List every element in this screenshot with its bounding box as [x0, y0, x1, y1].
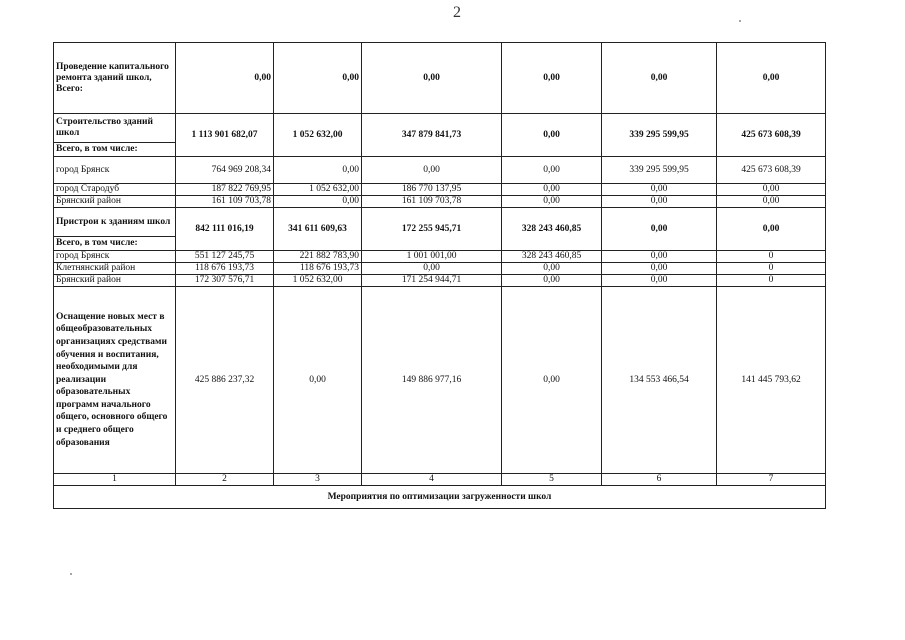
table-row — [54, 263, 826, 275]
cell-value: 341 611 609,63 — [274, 208, 362, 251]
cell-value: 1 001 001,00 — [362, 251, 502, 263]
row-label: город Брянск — [54, 251, 176, 263]
cell-value: 764 969 208,34 — [176, 157, 274, 184]
cell-value: 172 307 576,71 — [176, 275, 274, 287]
table-row — [54, 196, 826, 208]
page-number: 2 — [453, 4, 461, 21]
cell-value: 0,00 — [602, 208, 717, 251]
row-label: город Стародуб — [54, 184, 176, 196]
row-label: Проведение капитального ремонта зданий школ, Всего: — [54, 43, 176, 114]
cell-value: 1 113 901 682,07 — [176, 114, 274, 157]
column-number: 5 — [502, 474, 602, 486]
section-row — [54, 486, 826, 509]
table-row — [54, 275, 826, 287]
row-sublabel: Всего, в том числе: — [54, 143, 176, 157]
table-row — [54, 43, 826, 114]
row-label: Брянский район — [54, 275, 176, 287]
cell-value: 172 255 945,71 — [362, 208, 502, 251]
cell-value: 141 445 793,62 — [717, 287, 826, 474]
cell-value: 0,00 — [502, 275, 602, 287]
cell-value: 339 295 599,95 — [602, 114, 717, 157]
cell-value: 0,00 — [176, 43, 274, 114]
cell-value: 0,00 — [602, 263, 717, 275]
row-label: Брянский район — [54, 196, 176, 208]
column-number: 2 — [176, 474, 274, 486]
cell-value: 0,00 — [602, 251, 717, 263]
cell-value: 328 243 460,85 — [502, 251, 602, 263]
row-label: Пристрои к зданиям школ — [54, 208, 176, 237]
cell-value: 0,00 — [274, 43, 362, 114]
column-number: 3 — [274, 474, 362, 486]
row-sublabel: Всего, в том числе: — [54, 237, 176, 251]
cell-value: 0 — [717, 251, 826, 263]
scan-speck — [739, 20, 741, 22]
table-row — [54, 184, 826, 196]
cell-value: 0,00 — [274, 157, 362, 184]
cell-value: 161 109 703,78 — [362, 196, 502, 208]
cell-value: 0,00 — [362, 263, 502, 275]
cell-value: 0 — [717, 275, 826, 287]
cell-value: 1 052 632,00 — [274, 275, 362, 287]
cell-value: 186 770 137,95 — [362, 184, 502, 196]
cell-value: 0,00 — [502, 43, 602, 114]
table-row — [54, 157, 826, 184]
cell-value: 551 127 245,75 — [176, 251, 274, 263]
cell-value: 0,00 — [502, 196, 602, 208]
cell-value: 0,00 — [602, 275, 717, 287]
cell-value: 149 886 977,16 — [362, 287, 502, 474]
cell-value: 0,00 — [602, 184, 717, 196]
cell-value: 0,00 — [502, 287, 602, 474]
cell-value: 0,00 — [502, 157, 602, 184]
cell-value: 339 295 599,95 — [602, 157, 717, 184]
cell-value: 0 — [717, 263, 826, 275]
cell-value: 118 676 193,73 — [274, 263, 362, 275]
cell-value: 425 886 237,32 — [176, 287, 274, 474]
row-label: Строительство зданий школ — [54, 114, 176, 143]
row-label: Оснащение новых мест в общеобразовательных организациях средствами обучения и воспитания, необходимыми для реализации образовательных программ начального общего, основного общего и среднего общего образования — [54, 287, 176, 474]
cell-value: 1 052 632,00 — [274, 114, 362, 157]
table-row — [54, 114, 826, 143]
cell-value: 0,00 — [717, 184, 826, 196]
cell-value: 0,00 — [274, 287, 362, 474]
cell-value: 0,00 — [502, 184, 602, 196]
column-number: 6 — [602, 474, 717, 486]
table-row — [54, 251, 826, 263]
cell-value: 0,00 — [362, 43, 502, 114]
cell-value: 347 879 841,73 — [362, 114, 502, 157]
column-number: 1 — [54, 474, 176, 486]
cell-value: 425 673 608,39 — [717, 157, 826, 184]
cell-value: 221 882 783,90 — [274, 251, 362, 263]
scan-speck — [70, 573, 72, 575]
cell-value: 1 052 632,00 — [274, 184, 362, 196]
cell-value: 0,00 — [502, 263, 602, 275]
cell-value: 842 111 016,19 — [176, 208, 274, 251]
cell-value: 161 109 703,78 — [176, 196, 274, 208]
cell-value: 0,00 — [602, 196, 717, 208]
cell-value: 0,00 — [602, 43, 717, 114]
row-label: город Брянск — [54, 157, 176, 184]
column-number: 4 — [362, 474, 502, 486]
column-number: 7 — [717, 474, 826, 486]
cell-value: 0,00 — [717, 196, 826, 208]
row-label: Клетнянский район — [54, 263, 176, 275]
table-row — [54, 287, 826, 474]
table-row — [54, 208, 826, 237]
section-title: Мероприятия по оптимизации загруженности школ — [54, 486, 826, 509]
cell-value: 0,00 — [717, 208, 826, 251]
cell-value: 118 676 193,73 — [176, 263, 274, 275]
cell-value: 0,00 — [362, 157, 502, 184]
cell-value: 0,00 — [717, 43, 826, 114]
cell-value: 171 254 944,71 — [362, 275, 502, 287]
budget-table — [53, 42, 826, 509]
cell-value: 0,00 — [274, 196, 362, 208]
cell-value: 425 673 608,39 — [717, 114, 826, 157]
column-number-row — [54, 474, 826, 486]
cell-value: 187 822 769,95 — [176, 184, 274, 196]
cell-value: 134 553 466,54 — [602, 287, 717, 474]
cell-value: 0,00 — [502, 114, 602, 157]
cell-value: 328 243 460,85 — [502, 208, 602, 251]
